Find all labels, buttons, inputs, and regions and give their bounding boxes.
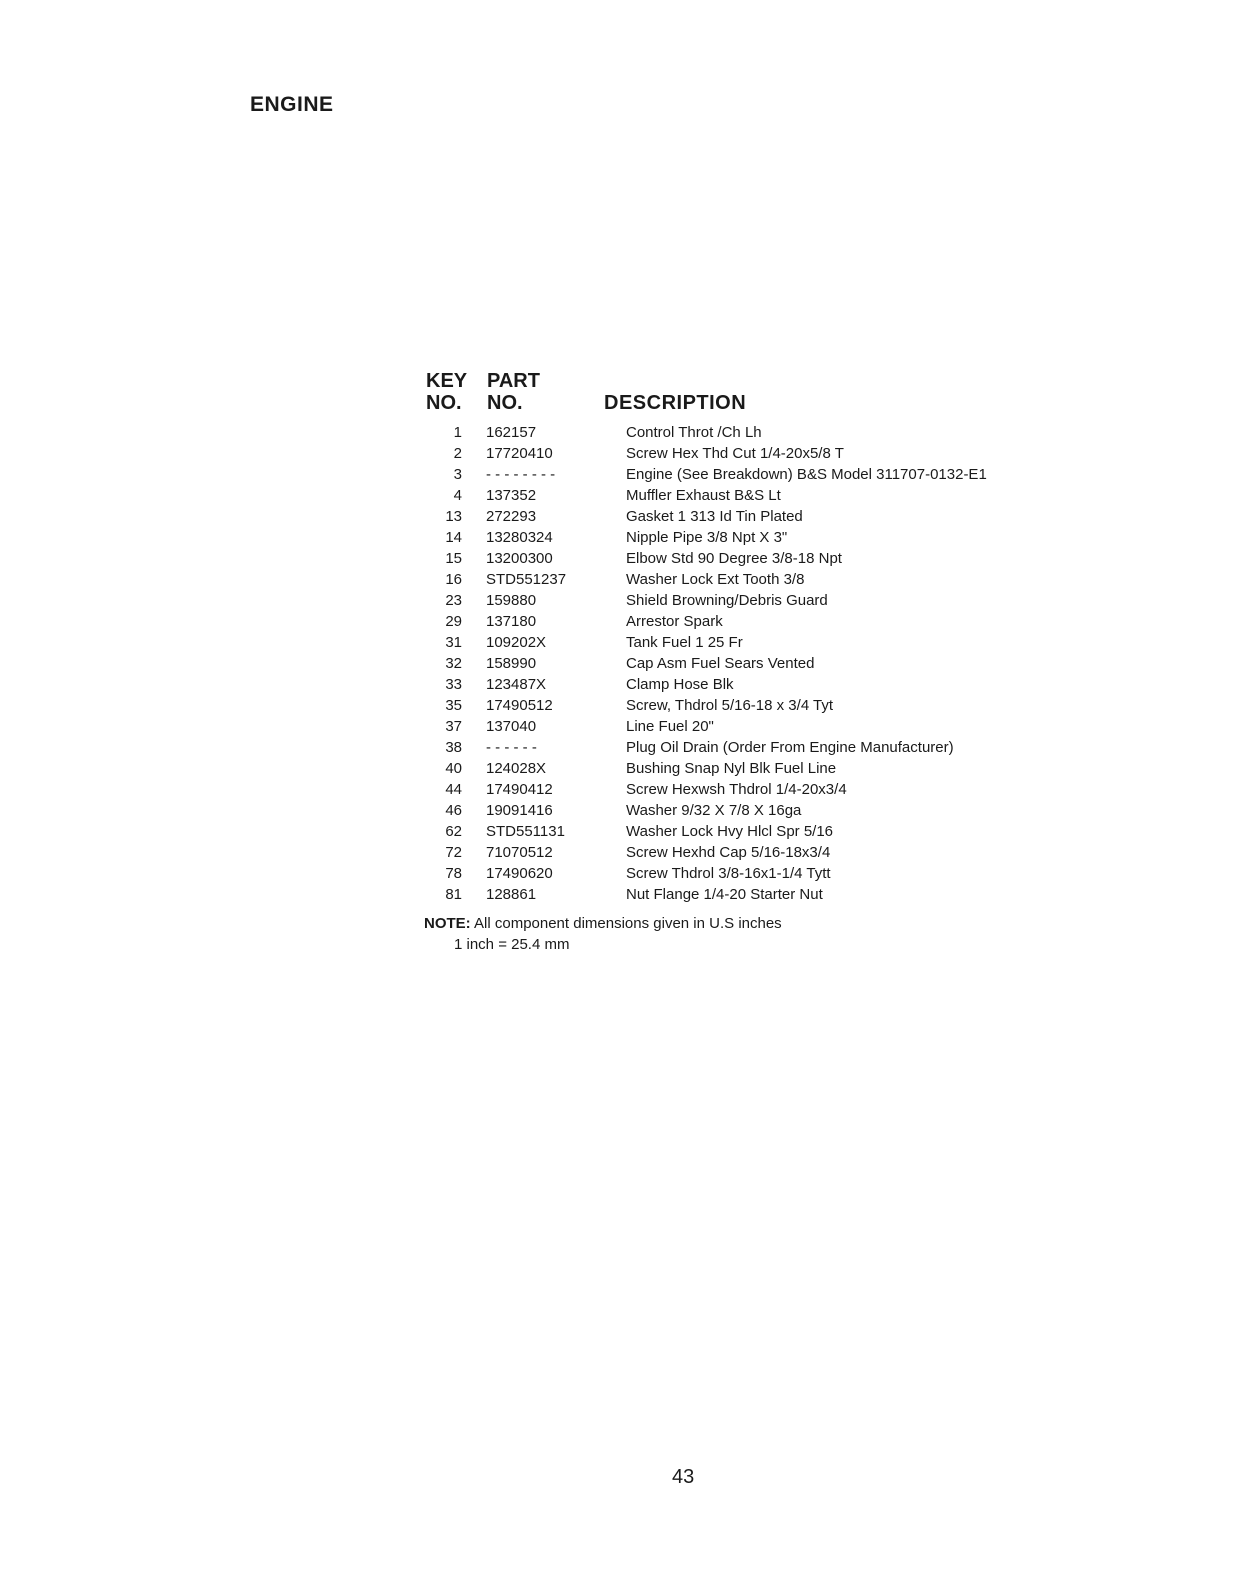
key-no-cell: 1 <box>453 424 462 441</box>
key-no-cell: 16 <box>445 571 462 588</box>
table-row <box>424 464 987 485</box>
part-no-cell: 109202X <box>486 634 547 651</box>
table-row <box>424 884 987 905</box>
part-no-cell: 137180 <box>486 613 537 630</box>
table-row <box>424 506 987 527</box>
table-row <box>424 548 987 569</box>
note-conversion: 1 inch = 25.4 mm <box>454 936 570 953</box>
table-row <box>424 737 987 758</box>
key-no-cell: 3 <box>453 466 462 483</box>
key-no-cell: 31 <box>445 634 462 651</box>
table-row <box>424 716 987 737</box>
table-row <box>424 695 987 716</box>
part-no-cell: 123487X <box>486 676 547 693</box>
part-header-line2: NO. <box>487 392 523 414</box>
key-no-cell: 32 <box>445 655 462 672</box>
description-cell: Control Throt /Ch Lh <box>626 424 762 441</box>
table-row <box>424 485 987 506</box>
description-cell: Screw Hexwsh Thdrol 1/4-20x3/4 <box>626 781 847 798</box>
table-row <box>424 611 987 632</box>
part-no-cell: STD551237 <box>486 571 567 588</box>
key-header-line1: KEY <box>426 370 468 392</box>
table-row <box>424 779 987 800</box>
description-cell: Plug Oil Drain (Order From Engine Manufacturer) <box>626 739 954 756</box>
parts-list <box>424 370 1044 955</box>
part-no-cell: - - - - - - - - <box>486 466 556 483</box>
description-cell: Line Fuel 20" <box>626 718 714 735</box>
key-no-cell: 78 <box>445 865 462 882</box>
part-no-cell: 128861 <box>486 886 537 903</box>
description-cell: Washer Lock Hvy Hlcl Spr 5/16 <box>626 823 834 840</box>
part-no-cell: - - - - - - <box>486 739 537 756</box>
key-no-cell: 23 <box>445 592 462 609</box>
description-cell: Nipple Pipe 3/8 Npt X 3" <box>626 529 788 546</box>
part-no-cell: 17490412 <box>486 781 553 798</box>
description-cell: Bushing Snap Nyl Blk Fuel Line <box>626 760 837 777</box>
table-row <box>424 422 987 443</box>
part-no-cell: 19091416 <box>486 802 553 819</box>
key-no-header <box>426 370 467 414</box>
description-cell: Clamp Hose Blk <box>626 676 734 693</box>
dimensions-note <box>424 913 1044 955</box>
key-no-cell: 37 <box>445 718 462 735</box>
key-no-cell: 2 <box>453 445 462 462</box>
part-no-cell: 17490512 <box>486 697 553 714</box>
part-no-cell: 159880 <box>486 592 537 609</box>
note-label: NOTE: <box>424 915 471 932</box>
key-no-cell: 44 <box>445 781 462 798</box>
table-row <box>424 443 987 464</box>
description-cell: Arrestor Spark <box>626 613 723 630</box>
description-cell: Muffler Exhaust B&S Lt <box>626 487 781 504</box>
key-no-cell: 81 <box>445 886 462 903</box>
table-row <box>424 590 987 611</box>
description-cell: Gasket 1 313 Id Tin Plated <box>626 508 803 525</box>
table-row <box>424 758 987 779</box>
key-no-cell: 35 <box>445 697 462 714</box>
description-header: DESCRIPTION <box>604 392 747 414</box>
description-cell: Washer 9/32 X 7/8 X 16ga <box>626 802 802 819</box>
parts-table <box>424 422 987 905</box>
part-no-cell: 158990 <box>486 655 537 672</box>
part-header-line1: PART <box>487 370 540 392</box>
description-cell: Cap Asm Fuel Sears Vented <box>626 655 815 672</box>
key-no-cell: 4 <box>453 487 462 504</box>
key-header-line2: NO. <box>426 392 462 414</box>
description-cell: Washer Lock Ext Tooth 3/8 <box>626 571 805 588</box>
table-row <box>424 632 987 653</box>
key-no-cell: 46 <box>445 802 462 819</box>
table-row <box>424 569 987 590</box>
parts-table-body <box>424 422 987 905</box>
part-no-cell: 13280324 <box>486 529 553 546</box>
table-row <box>424 842 987 863</box>
part-no-cell: 17490620 <box>486 865 553 882</box>
description-cell: Shield Browning/Debris Guard <box>626 592 828 609</box>
key-no-cell: 40 <box>445 760 462 777</box>
table-row <box>424 674 987 695</box>
table-row <box>424 527 987 548</box>
part-no-cell: 71070512 <box>486 844 553 861</box>
part-no-cell: 13200300 <box>486 550 553 567</box>
part-no-cell: 124028X <box>486 760 547 777</box>
key-no-cell: 33 <box>445 676 462 693</box>
part-no-cell: 162157 <box>486 424 537 441</box>
description-cell: Screw, Thdrol 5/16-18 x 3/4 Tyt <box>626 697 834 714</box>
table-row <box>424 821 987 842</box>
description-cell: Screw Thdrol 3/8-16x1-1/4 Tytt <box>626 865 831 882</box>
key-no-cell: 38 <box>445 739 462 756</box>
key-no-cell: 62 <box>445 823 462 840</box>
description-cell: Screw Hexhd Cap 5/16-18x3/4 <box>626 844 831 861</box>
part-no-cell: 272293 <box>486 508 537 525</box>
page-number: 43 <box>672 1466 695 1488</box>
description-cell: Nut Flange 1/4-20 Starter Nut <box>626 886 823 903</box>
key-no-cell: 14 <box>445 529 462 546</box>
part-no-cell: STD551131 <box>486 823 565 840</box>
part-no-cell: 137352 <box>486 487 537 504</box>
part-no-cell: 17720410 <box>486 445 553 462</box>
table-row <box>424 800 987 821</box>
part-no-header <box>487 370 540 414</box>
description-cell: Engine (See Breakdown) B&S Model 311707-0132-E1 <box>626 466 987 483</box>
description-cell: Elbow Std 90 Degree 3/8-18 Npt <box>626 550 842 567</box>
description-cell: Tank Fuel 1 25 Fr <box>626 634 743 651</box>
table-row <box>424 653 987 674</box>
table-header <box>424 370 1044 416</box>
section-title: ENGINE <box>250 93 334 116</box>
key-no-cell: 13 <box>445 508 462 525</box>
part-no-cell: 137040 <box>486 718 537 735</box>
description-cell: Screw Hex Thd Cut 1/4-20x5/8 T <box>626 445 844 462</box>
note-text: All component dimensions given in U.S inches <box>474 915 782 932</box>
key-no-cell: 29 <box>445 613 462 630</box>
key-no-cell: 15 <box>445 550 462 567</box>
key-no-cell: 72 <box>445 844 462 861</box>
table-row <box>424 863 987 884</box>
